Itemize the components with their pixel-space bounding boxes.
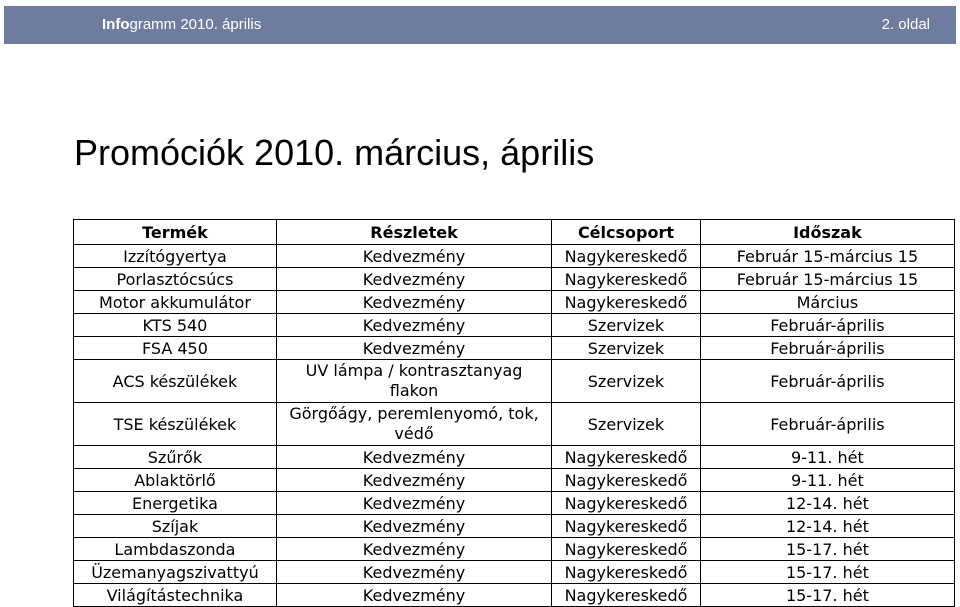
promotions-table xyxy=(73,219,955,607)
cell-details: Kedvezmény xyxy=(276,291,551,314)
column-header-details: Részletek xyxy=(276,220,551,245)
cell-target-group: Nagykereskedő xyxy=(552,561,701,584)
column-header-product: Termék xyxy=(74,220,277,245)
cell-period: 15-17. hét xyxy=(700,561,954,584)
cell-target-group: Nagykereskedő xyxy=(552,446,701,469)
cell-target-group: Nagykereskedő xyxy=(552,584,701,607)
cell-period: 12-14. hét xyxy=(700,492,954,515)
cell-details: Kedvezmény xyxy=(276,584,551,607)
cell-period: 15-17. hét xyxy=(700,538,954,561)
cell-details: Kedvezmény xyxy=(276,314,551,337)
newsletter-title xyxy=(102,16,261,33)
cell-details: Kedvezmény xyxy=(276,492,551,515)
table-row xyxy=(74,314,955,337)
cell-product: Motor akkumulátor xyxy=(74,291,277,314)
cell-target-group: Nagykereskedő xyxy=(552,515,701,538)
cell-details: Kedvezmény xyxy=(276,245,551,268)
table-row xyxy=(74,561,955,584)
cell-period: 9-11. hét xyxy=(700,446,954,469)
cell-product: Energetika xyxy=(74,492,277,515)
header-bar xyxy=(4,6,956,44)
cell-target-group: Nagykereskedő xyxy=(552,268,701,291)
cell-details: UV lámpa / kontrasztanyag flakon xyxy=(276,360,551,403)
newsletter-issue: gramm 2010. április xyxy=(129,16,262,33)
cell-product: Ablaktörlő xyxy=(74,469,277,492)
newsletter-brand: Info xyxy=(102,16,130,33)
cell-product: Üzemanyagszivattyú xyxy=(74,561,277,584)
page-title: Promóciók 2010. március, április xyxy=(74,132,595,173)
cell-target-group: Szervizek xyxy=(552,403,701,446)
cell-target-group: Szervizek xyxy=(552,360,701,403)
table-row xyxy=(74,245,955,268)
cell-product: FSA 450 xyxy=(74,337,277,360)
cell-target-group: Nagykereskedő xyxy=(552,469,701,492)
table-header-row xyxy=(74,220,955,245)
cell-product: Porlasztócsúcs xyxy=(74,268,277,291)
cell-details: Kedvezmény xyxy=(276,268,551,291)
cell-product: Izzítógyertya xyxy=(74,245,277,268)
cell-period: Február-április xyxy=(700,337,954,360)
cell-details: Kedvezmény xyxy=(276,538,551,561)
cell-period: Február-április xyxy=(700,403,954,446)
table-row xyxy=(74,538,955,561)
cell-period: 9-11. hét xyxy=(700,469,954,492)
cell-product: TSE készülékek xyxy=(74,403,277,446)
table-row xyxy=(74,584,955,607)
cell-period: 15-17. hét xyxy=(700,584,954,607)
column-header-target-group: Célcsoport xyxy=(552,220,701,245)
table-row xyxy=(74,515,955,538)
cell-period: Február-április xyxy=(700,314,954,337)
cell-details: Kedvezmény xyxy=(276,561,551,584)
cell-period: Március xyxy=(700,291,954,314)
page-number: 2. oldal xyxy=(881,16,930,33)
cell-target-group: Nagykereskedő xyxy=(552,492,701,515)
table-row xyxy=(74,492,955,515)
cell-details: Kedvezmény xyxy=(276,469,551,492)
cell-target-group: Nagykereskedő xyxy=(552,538,701,561)
cell-details: Kedvezmény xyxy=(276,337,551,360)
cell-period: Február-április xyxy=(700,360,954,403)
table-row xyxy=(74,403,955,446)
cell-product: KTS 540 xyxy=(74,314,277,337)
cell-details: Kedvezmény xyxy=(276,446,551,469)
column-header-period: Időszak xyxy=(700,220,954,245)
table-row xyxy=(74,291,955,314)
cell-period: 12-14. hét xyxy=(700,515,954,538)
table-row xyxy=(74,360,955,403)
cell-target-group: Szervizek xyxy=(552,314,701,337)
cell-target-group: Szervizek xyxy=(552,337,701,360)
table-row xyxy=(74,469,955,492)
cell-period: Február 15-március 15 xyxy=(700,245,954,268)
table-row xyxy=(74,337,955,360)
cell-target-group: Nagykereskedő xyxy=(552,291,701,314)
cell-product: Lambdaszonda xyxy=(74,538,277,561)
cell-details: Görgőágy, peremlenyomó, tok, védő xyxy=(276,403,551,446)
table-row xyxy=(74,268,955,291)
cell-product: Szíjak xyxy=(74,515,277,538)
cell-product: Világítástechnika xyxy=(74,584,277,607)
cell-product: ACS készülékek xyxy=(74,360,277,403)
cell-details: Kedvezmény xyxy=(276,515,551,538)
cell-period: Február 15-március 15 xyxy=(700,268,954,291)
cell-product: Szűrők xyxy=(74,446,277,469)
table-row xyxy=(74,446,955,469)
cell-target-group: Nagykereskedő xyxy=(552,245,701,268)
